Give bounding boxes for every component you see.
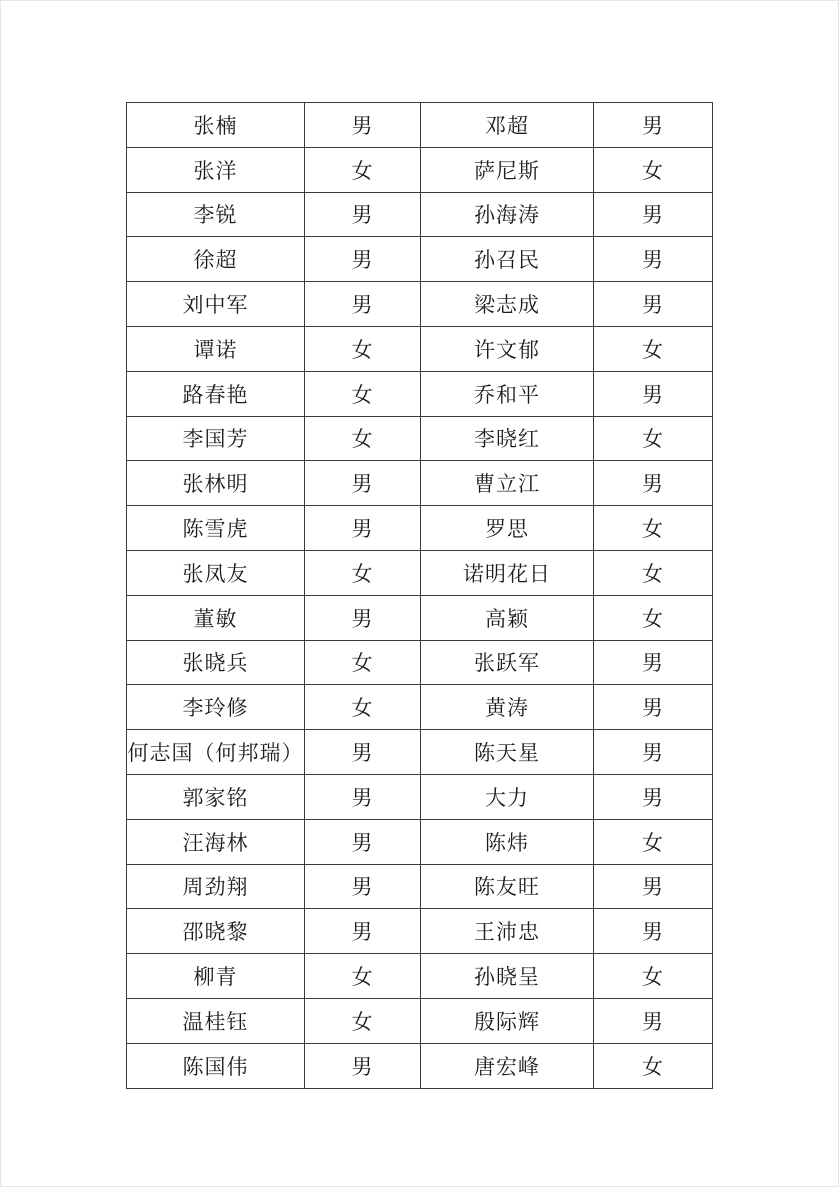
table-row — [127, 730, 713, 775]
gender-cell-right: 女 — [594, 819, 713, 864]
name-cell-left: 周劲翔 — [127, 864, 305, 909]
gender-cell-right: 男 — [594, 730, 713, 775]
roster-table-body — [127, 103, 713, 1089]
name-cell-left: 董敏 — [127, 595, 305, 640]
gender-cell-left: 男 — [305, 1043, 421, 1088]
table-row — [127, 103, 713, 148]
table-row — [127, 998, 713, 1043]
name-cell-left: 李国芳 — [127, 416, 305, 461]
table-row — [127, 819, 713, 864]
name-cell-right: 诺明花日 — [421, 550, 594, 595]
gender-cell-left: 女 — [305, 998, 421, 1043]
gender-cell-right: 女 — [594, 550, 713, 595]
gender-cell-left: 男 — [305, 819, 421, 864]
table-row — [127, 550, 713, 595]
name-cell-left: 温桂钰 — [127, 998, 305, 1043]
gender-cell-right: 女 — [594, 1043, 713, 1088]
name-cell-right: 张跃军 — [421, 640, 594, 685]
table-row — [127, 774, 713, 819]
gender-cell-left: 男 — [305, 506, 421, 551]
name-cell-right: 乔和平 — [421, 371, 594, 416]
name-cell-right: 李晓红 — [421, 416, 594, 461]
gender-cell-left: 女 — [305, 640, 421, 685]
gender-cell-right: 男 — [594, 640, 713, 685]
table-row — [127, 685, 713, 730]
name-cell-right: 高颖 — [421, 595, 594, 640]
gender-cell-right: 女 — [594, 147, 713, 192]
name-cell-left: 张晓兵 — [127, 640, 305, 685]
gender-cell-right: 男 — [594, 998, 713, 1043]
name-cell-left: 路春艳 — [127, 371, 305, 416]
table-row — [127, 147, 713, 192]
name-cell-right: 陈友旺 — [421, 864, 594, 909]
gender-cell-right: 男 — [594, 371, 713, 416]
name-cell-right: 殷际辉 — [421, 998, 594, 1043]
name-cell-right: 罗思 — [421, 506, 594, 551]
table-row — [127, 416, 713, 461]
name-cell-left: 徐超 — [127, 237, 305, 282]
name-cell-right: 黄涛 — [421, 685, 594, 730]
name-cell-left: 张林明 — [127, 461, 305, 506]
name-cell-right: 孙召民 — [421, 237, 594, 282]
gender-cell-right: 男 — [594, 237, 713, 282]
name-cell-right: 陈炜 — [421, 819, 594, 864]
gender-cell-left: 女 — [305, 326, 421, 371]
gender-cell-left: 男 — [305, 461, 421, 506]
gender-cell-right: 男 — [594, 461, 713, 506]
gender-cell-left: 男 — [305, 103, 421, 148]
table-row — [127, 864, 713, 909]
name-cell-right: 王沛忠 — [421, 909, 594, 954]
name-cell-left: 邵晓黎 — [127, 909, 305, 954]
gender-cell-right: 女 — [594, 595, 713, 640]
table-row — [127, 1043, 713, 1088]
name-cell-right: 许文郁 — [421, 326, 594, 371]
gender-cell-left: 女 — [305, 416, 421, 461]
gender-cell-right: 男 — [594, 774, 713, 819]
name-cell-left: 汪海林 — [127, 819, 305, 864]
table-row — [127, 909, 713, 954]
gender-cell-left: 男 — [305, 909, 421, 954]
name-cell-right: 孙晓呈 — [421, 954, 594, 999]
gender-cell-left: 男 — [305, 192, 421, 237]
name-cell-right: 邓超 — [421, 103, 594, 148]
name-cell-left: 何志国（何邦瑞） — [127, 730, 305, 775]
gender-cell-left: 女 — [305, 550, 421, 595]
gender-cell-right: 男 — [594, 909, 713, 954]
gender-cell-right: 女 — [594, 506, 713, 551]
table-row — [127, 282, 713, 327]
name-cell-right: 孙海涛 — [421, 192, 594, 237]
gender-cell-left: 女 — [305, 147, 421, 192]
gender-cell-right: 男 — [594, 864, 713, 909]
gender-cell-left: 男 — [305, 774, 421, 819]
name-cell-left: 陈国伟 — [127, 1043, 305, 1088]
name-cell-right: 陈天星 — [421, 730, 594, 775]
gender-cell-right: 男 — [594, 685, 713, 730]
gender-cell-left: 男 — [305, 237, 421, 282]
name-cell-left: 郭家铭 — [127, 774, 305, 819]
table-row — [127, 506, 713, 551]
name-cell-right: 萨尼斯 — [421, 147, 594, 192]
table-row — [127, 954, 713, 999]
table-row — [127, 595, 713, 640]
name-cell-left: 谭诺 — [127, 326, 305, 371]
gender-cell-right: 男 — [594, 282, 713, 327]
gender-cell-left: 女 — [305, 371, 421, 416]
gender-cell-left: 男 — [305, 864, 421, 909]
name-cell-right: 曹立江 — [421, 461, 594, 506]
gender-cell-left: 男 — [305, 595, 421, 640]
name-cell-left: 李锐 — [127, 192, 305, 237]
gender-cell-left: 女 — [305, 685, 421, 730]
table-row — [127, 326, 713, 371]
name-cell-left: 刘中军 — [127, 282, 305, 327]
table-row — [127, 640, 713, 685]
gender-cell-right: 男 — [594, 192, 713, 237]
table-row — [127, 371, 713, 416]
table-row — [127, 237, 713, 282]
name-cell-left: 柳青 — [127, 954, 305, 999]
name-cell-right: 唐宏峰 — [421, 1043, 594, 1088]
table-row — [127, 461, 713, 506]
name-cell-left: 张洋 — [127, 147, 305, 192]
gender-cell-right: 女 — [594, 416, 713, 461]
gender-cell-left: 男 — [305, 730, 421, 775]
gender-cell-left: 女 — [305, 954, 421, 999]
name-cell-left: 张楠 — [127, 103, 305, 148]
gender-cell-right: 女 — [594, 326, 713, 371]
roster-table — [126, 102, 713, 1089]
name-cell-left: 陈雪虎 — [127, 506, 305, 551]
gender-cell-right: 男 — [594, 103, 713, 148]
gender-cell-left: 男 — [305, 282, 421, 327]
name-cell-right: 大力 — [421, 774, 594, 819]
name-cell-right: 梁志成 — [421, 282, 594, 327]
name-cell-left: 李玲修 — [127, 685, 305, 730]
gender-cell-right: 女 — [594, 954, 713, 999]
name-cell-left: 张凤友 — [127, 550, 305, 595]
table-row — [127, 192, 713, 237]
